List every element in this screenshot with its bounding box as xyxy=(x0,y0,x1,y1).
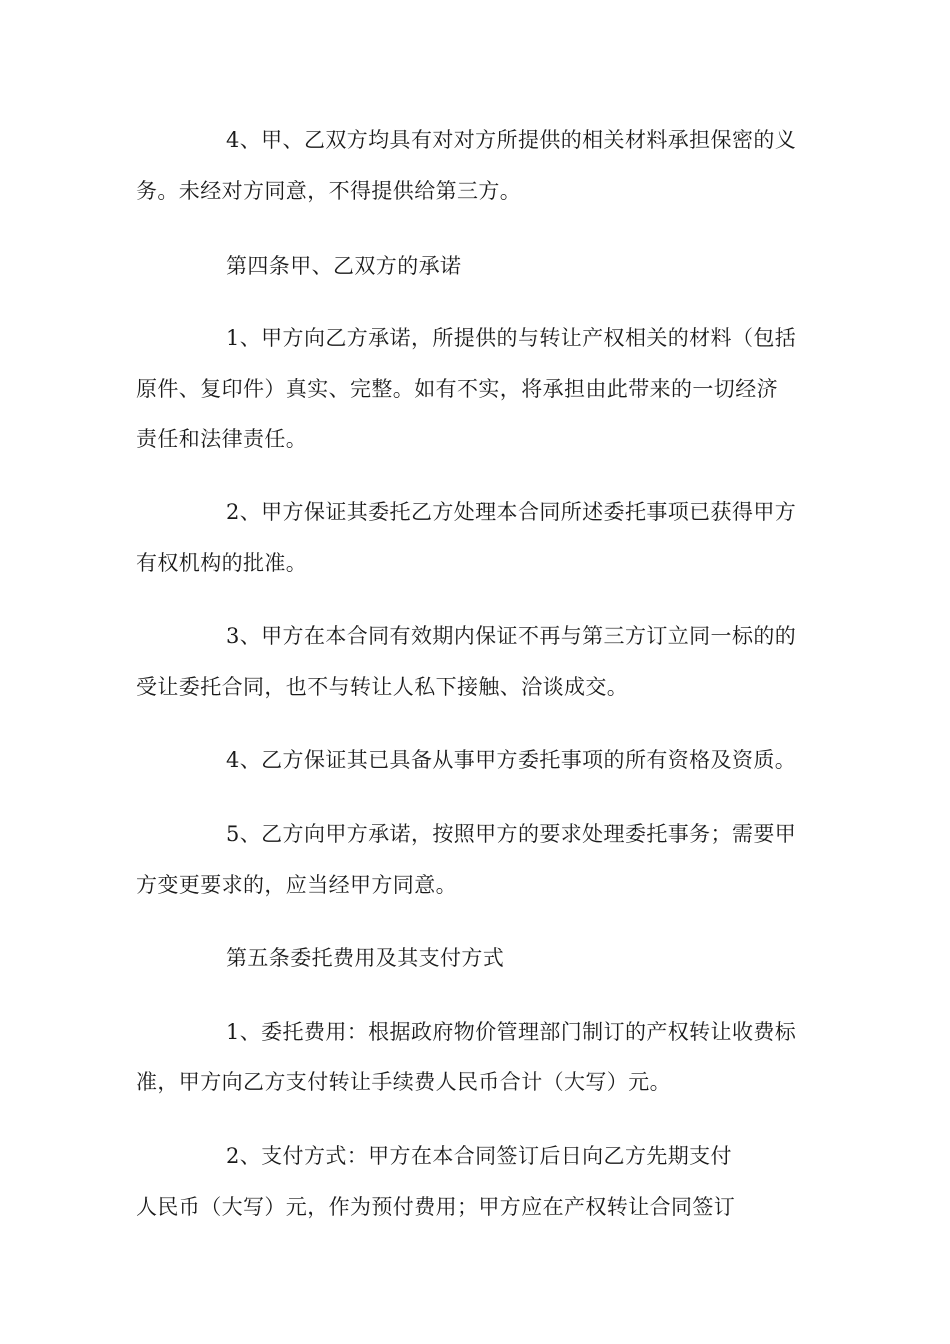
article-5-clause-1-line-2: 准，甲方向乙方支付转让手续费人民币合计（大写）元。 xyxy=(136,1070,671,1094)
article-5-heading: 第五条委托费用及其支付方式 xyxy=(226,946,505,970)
article-4-clause-5-line-1: 5、乙方向甲方承诺，按照甲方的要求处理委托事务；需要甲 xyxy=(226,822,797,846)
article-4-clause-3-line-2: 受让委托合同，也不与转让人私下接触、洽谈成交。 xyxy=(136,675,629,699)
article-5-clause-2-line-2: 人民币（大写）元，作为预付费用；甲方应在产权转让合同签订 xyxy=(136,1195,736,1219)
article-4-clause-4-line-1: 4、乙方保证其已具备从事甲方委托事项的所有资格及资质。 xyxy=(226,748,797,772)
article-4-heading: 第四条甲、乙双方的承诺 xyxy=(226,254,462,278)
article-4-clause-3-line-1: 3、甲方在本合同有效期内保证不再与第三方订立同一标的的 xyxy=(226,624,797,648)
article-5-clause-2-line-1: 2、支付方式：甲方在本合同签订后日向乙方先期支付 xyxy=(226,1144,732,1168)
clause-4-confidentiality-line-2: 务。未经对方同意，不得提供给第三方。 xyxy=(136,179,522,203)
article-4-clause-2-line-2: 有权机构的批准。 xyxy=(136,551,308,575)
article-4-clause-1-line-1: 1、甲方向乙方承诺，所提供的与转让产权相关的材料（包括 xyxy=(226,326,797,350)
article-4-clause-5-line-2: 方变更要求的，应当经甲方同意。 xyxy=(136,873,457,897)
article-4-clause-2-line-1: 2、甲方保证其委托乙方处理本合同所述委托事项已获得甲方 xyxy=(226,500,797,524)
article-4-clause-1-line-3: 责任和法律责任。 xyxy=(136,427,308,451)
clause-4-confidentiality-line-1: 4、甲、乙双方均具有对对方所提供的相关材料承担保密的义 xyxy=(226,128,797,152)
article-4-clause-1-line-2: 原件、复印件）真实、完整。如有不实，将承担由此带来的一切经济 xyxy=(136,377,778,401)
article-5-clause-1-line-1: 1、委托费用：根据政府物价管理部门制订的产权转让收费标 xyxy=(226,1020,797,1044)
